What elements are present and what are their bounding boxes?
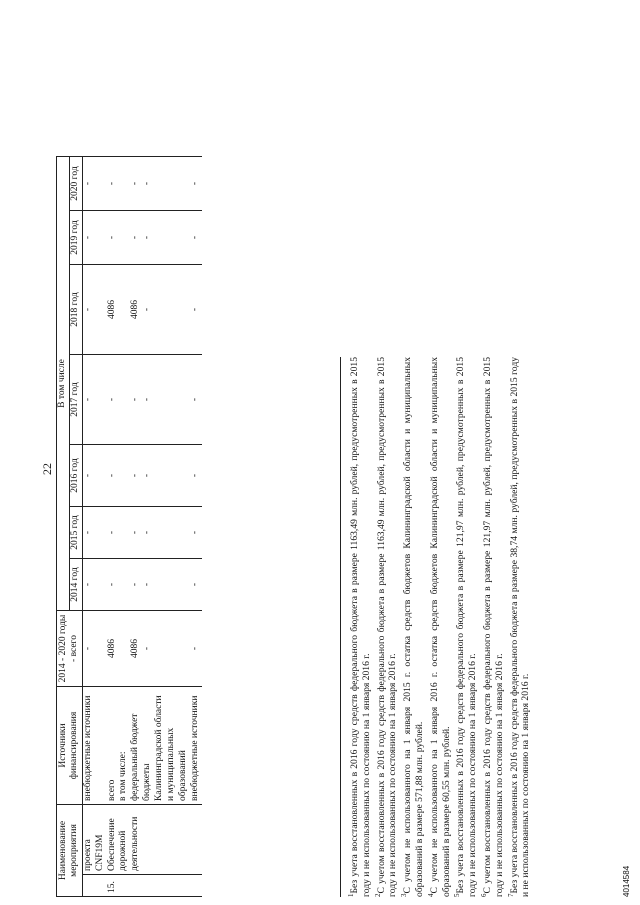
cell-2014: - [142,559,190,611]
header-year: 2015 год [69,507,82,559]
cell-2016 [118,445,130,507]
cell-2018: 4086 [107,265,119,355]
row-source: бюджеты Калининградской области и муниципальных образований [142,687,190,805]
cell-2019: - [142,211,190,265]
cell-2019 [118,211,130,265]
row-name: дорожной [118,805,130,875]
cell-2020: - [142,157,190,211]
row-name: проекта CNF19M [82,805,106,875]
footnote-text: С учетом восстановленных в 2016 году средств федерального бюджета в размере 1163,49 млн. рублей, предусмотренных в 2015 году и не использованных по состоянию на 1 января 2016 г. [375,357,399,897]
row-source: внебюджетные источники [82,687,106,805]
cell-2017: - [130,355,142,445]
cell-2014 [118,559,130,611]
cell-2016: - [82,445,106,507]
footnote-mark: 5 [453,893,462,897]
cell-2014: - [107,559,119,611]
footnote [480,357,506,897]
footnote [507,357,533,897]
header-year: 2019 год [69,211,82,265]
row-number: 15. [107,875,119,897]
header-total: 2014 - 2020 годы - всего [57,611,83,687]
cell-2018: - [82,265,106,355]
cell-2015: - [107,507,119,559]
cell-2017: - [107,355,119,445]
row-name: деятельности [130,805,142,875]
table-row [142,157,190,897]
header-including: В том числе [57,157,70,611]
footnote-mark: 1 [347,893,355,897]
cell-2015: - [130,507,142,559]
footnote [374,357,400,897]
row-total: 4086 [130,611,142,687]
header-sources: Источники финансирования [57,687,83,805]
cell-2019: - [82,211,106,265]
row-number [142,875,190,897]
row-source: федеральный бюджет [130,687,142,805]
cell-2017 [118,355,130,445]
table-row [107,157,119,897]
table-row [190,157,202,897]
row-total: 4086 [107,611,119,687]
footnote [427,357,453,897]
header-year: 2018 год [69,265,82,355]
cell-2020: - [82,157,106,211]
row-name [190,805,202,875]
row-source: внебюджетные источники [190,687,202,805]
table-row [82,157,106,897]
table-row [118,157,130,897]
footnote-mark: 2 [373,893,382,897]
document-id: 4014584 [622,865,631,897]
cell-2020: - [190,157,202,211]
cell-2019: - [130,211,142,265]
financing-table [56,156,202,897]
row-number [82,875,106,897]
row-source: в том числе: [118,687,130,805]
cell-2018: - [142,265,190,355]
cell-2020 [118,157,130,211]
row-number [118,875,130,897]
cell-2014: - [82,559,106,611]
footnote [400,357,426,897]
cell-2016: - [107,445,119,507]
row-total [118,611,130,687]
footnote [347,357,373,897]
cell-2018: - [190,265,202,355]
cell-2018: 4086 [130,265,142,355]
cell-2017: - [190,355,202,445]
footnote-text: Без учета восстановленных в 2016 году средств федерального бюджета в размере 1163,49 млн. рублей, предусмотренных в 2015 году и не использованных по состоянию на 1 января 2016 г. [349,357,372,897]
header-year: 2020 год [69,157,82,211]
footnote-mark: 3 [400,893,409,897]
header-year: 2017 год [69,355,82,445]
footnote-mark: 6 [479,893,488,897]
page-number: 22 [40,463,54,475]
footnote-text: С учетом не использованного на 1 января 2016 г. остатка средств бюджетов Калининградской области и муниципальных образований в размере 60,55 млн. рублей. [428,357,452,897]
row-total: - [190,611,202,687]
cell-2020: - [107,157,119,211]
cell-2017: - [82,355,106,445]
cell-2015 [118,507,130,559]
row-name [142,805,190,875]
footnote [453,357,479,897]
cell-2017: - [142,355,190,445]
footnotes [340,357,533,897]
footnote-text: Без учета восстановленных в 2016 году средств федерального бюджета в размере 121,97 млн. рублей, предусмотренных в 2015 году и не использованных по состоянию на 1 января 2016 г. [455,357,479,897]
row-number [190,875,202,897]
row-number [130,875,142,897]
cell-2018 [118,265,130,355]
footnote-text: С учетом не использованного на 1 января 2015 г. остатка средств бюджетов Калининградской области и муниципальных образований в размере 571,88 млн. рублей. [402,357,426,897]
footnote-text: Без учета восстановленных в 2016 году средств федерального бюджета в размере 38,74 млн. рублей, предусмотренных в 2015 году и не использованных по состоянию на 1 января 2016 г. [508,357,532,897]
footnote-mark: 4 [426,893,435,897]
row-name: Обеспечение [107,805,119,875]
row-source: всего [107,687,119,805]
cell-2020: - [130,157,142,211]
cell-2014: - [130,559,142,611]
row-total: - [142,611,190,687]
footnote-text: С учетом восстановленных в 2016 году средств федерального бюджета в размере 121,97 млн. рублей, предусмотренных в 2015 году и не использованных по состоянию на 1 января 2016 г. [482,357,505,897]
cell-2019: - [190,211,202,265]
cell-2014: - [190,559,202,611]
header-name: Наименование мероприятия [57,805,83,897]
cell-2015: - [190,507,202,559]
cell-2016: - [130,445,142,507]
footnote-mark: 7 [506,893,515,897]
table-row [130,157,142,897]
row-total: - [82,611,106,687]
cell-2015: - [142,507,190,559]
cell-2016: - [142,445,190,507]
header-year: 2014 год [69,559,82,611]
cell-2015: - [82,507,106,559]
header-year: 2016 год [69,445,82,507]
cell-2019: - [107,211,119,265]
cell-2016: - [190,445,202,507]
